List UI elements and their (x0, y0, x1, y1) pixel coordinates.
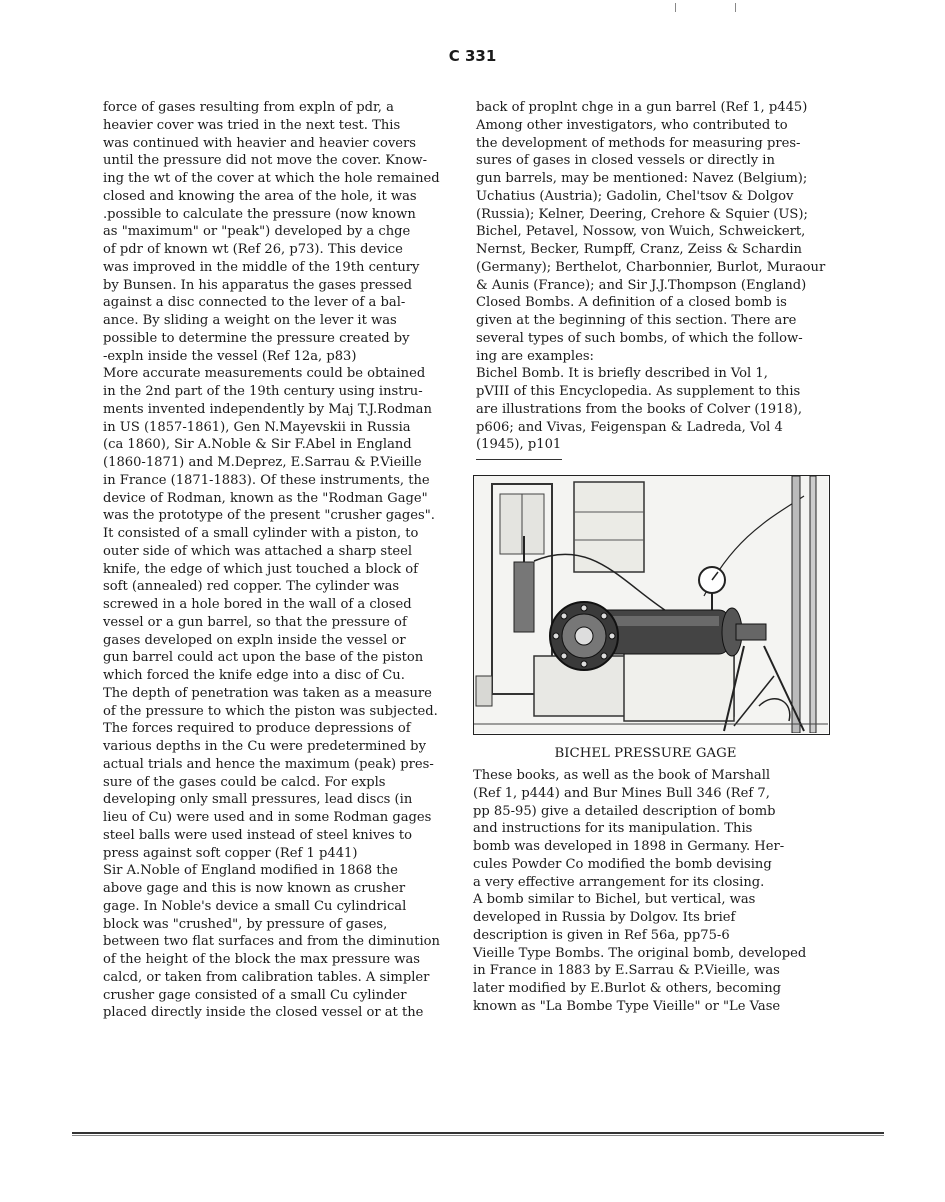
bichel-pressure-gage-figure (473, 475, 830, 735)
footer-rule-thin (72, 1135, 884, 1136)
text-line: in the 2nd part of the 19th century using instru- (103, 384, 423, 399)
text-line: ing the wt of the cover at which the hole remained (103, 171, 440, 186)
text-line: steel balls were used instead of steel knives to (103, 827, 412, 843)
text-line: The depth of penetration was taken as a measure (103, 685, 432, 701)
text-line: gun barrel could act upon the base of the piston (103, 650, 424, 666)
text-line: (Russia); Kelner, Deering, Crehore & Squier (US); (476, 206, 808, 222)
text-line: screwed in a hole bored in the wall of a closed (103, 597, 412, 612)
text-line: ments invented independently by Maj T.J.Rodman (103, 401, 432, 417)
text-line: closed and knowing the area of the hole, it was (103, 188, 417, 204)
text-line: and instructions for its manipulation. This (473, 821, 753, 837)
text-line: above gage and this is now known as crusher (103, 881, 406, 896)
left-column (103, 99, 443, 1022)
text-line: Closed Bombs. A definition of a closed bomb is (476, 295, 787, 311)
reference-underline (476, 459, 562, 460)
text-line: given at the beginning of this section. There are (476, 313, 797, 328)
text-line: & Aunis (France); and Sir J.J.Thompson (England) (476, 277, 807, 293)
right-column-bottom (473, 767, 818, 1016)
text-line: are illustrations from the books of Colver (1918), (476, 401, 803, 417)
text-line: pVIII of this Encyclopedia. As supplement to this (476, 384, 801, 399)
text-line: gun barrels, may be mentioned: Navez (Belgium); (476, 171, 808, 186)
right-column-top (476, 99, 826, 454)
scan-artifact (675, 3, 739, 13)
text-line: Uchatius (Austria); Gadolin, Chel'tsov & Dolgov (476, 188, 794, 204)
text-line: cules Powder Co modified the bomb devising (473, 856, 772, 872)
text-line: which forced the knife edge into a disc of Cu. (103, 668, 405, 683)
text-line: device of Rodman, known as the "Rodman Gage" (103, 490, 428, 506)
text-line: sures of gases in closed vessels or directly in (476, 153, 775, 169)
text-line: Sir A.Noble of England modified in 1868 the (103, 863, 398, 879)
text-line: ance. By sliding a weight on the lever it was (103, 313, 397, 328)
text-line: lieu of Cu) were used and in some Rodman gages (103, 810, 432, 825)
text-line: several types of such bombs, of which the follow- (476, 330, 803, 346)
text-line: The forces required to produce depressions of (103, 721, 411, 737)
text-line: the development of methods for measuring pres- (476, 135, 801, 151)
text-line: in France in 1883 by E.Sarrau & P.Vieille, was (473, 963, 780, 979)
text-line: These books, as well as the book of Marshall (473, 768, 771, 783)
text-line: developing only small pressures, lead discs (in (103, 792, 413, 808)
text-line: pp 85-95) give a detailed description of bomb (473, 803, 776, 819)
text-line: Bichel, Petavel, Nossow, von Wuich, Schweickert, (476, 224, 806, 240)
text-line: gage. In Noble's device a small Cu cylindrical (103, 898, 407, 914)
text-line: Among other investigators, who contributed to (476, 117, 788, 133)
text-line: known as "La Bombe Type Vieille" or "Le Vase (473, 998, 781, 1014)
text-line: a very effective arrangement for its closing. (473, 874, 765, 890)
text-line: gases developed on expln inside the vessel or (103, 632, 406, 648)
text-line: knife, the edge of which just touched a block of (103, 561, 419, 577)
text-line: It consisted of a small cylinder with a piston, to (103, 526, 419, 541)
page-number-header: C 331 (448, 47, 497, 65)
text-line: More accurate measurements could be obtained (103, 366, 426, 382)
text-line: Vieille Type Bombs. The original bomb, developed (473, 945, 807, 961)
text-line: (1945), p101 (476, 437, 562, 453)
text-line: Nernst, Becker, Rumpff, Cranz, Zeiss & Schardin (476, 242, 802, 257)
text-line: (Ref 1, p444) and Bur Mines Bull 346 (Ref 7, (473, 785, 770, 801)
text-line: A bomb similar to Bichel, but vertical, was (473, 892, 756, 908)
text-line: description is given in Ref 56a, pp75-6 (473, 927, 730, 943)
text-line: against a disc connected to the lever of a bal- (103, 295, 406, 311)
text-line: actual trials and hence the maximum (peak) pres- (103, 756, 434, 772)
text-line: placed directly inside the closed vessel or at the (103, 1005, 424, 1021)
text-line: Bichel Bomb. It is briefly described in Vol 1, (476, 366, 768, 382)
text-line: (ca 1860), Sir A.Noble & Sir F.Abel in England (103, 437, 412, 453)
text-line: block was "crushed", by pressure of gases, (103, 916, 388, 932)
text-line: developed in Russia by Dolgov. Its brief (473, 910, 736, 925)
text-line: of pdr of known wt (Ref 26, p73). This device (103, 242, 403, 257)
text-line: soft (annealed) red copper. The cylinder was (103, 579, 400, 595)
text-line: between two flat surfaces and from the diminution (103, 934, 440, 950)
text-line: various depths in the Cu were predetermined by (103, 739, 426, 754)
figure-caption: BICHEL PRESSURE GAGE (554, 746, 737, 761)
text-line: back of proplnt chge in a gun barrel (Ref 1, p445) (476, 100, 808, 115)
text-line: (1860-1871) and M.Deprez, E.Sarrau & P.Vieille (103, 455, 422, 470)
text-line: outer side of which was attached a sharp steel (103, 543, 413, 559)
text-line: in France (1871-1883). Of these instruments, the (103, 472, 430, 488)
text-line: .possible to calculate the pressure (now known (103, 206, 416, 222)
text-line: calcd, or taken from calibration tables. A simpler (103, 969, 430, 985)
text-line: possible to determine the pressure created by (103, 330, 410, 346)
text-line: heavier cover was tried in the next test. This (103, 117, 401, 133)
footer-rule (72, 1132, 884, 1134)
text-line: was continued with heavier and heavier covers (103, 135, 417, 151)
text-line: bomb was developed in 1898 in Germany. Her- (473, 839, 785, 854)
text-line: was improved in the middle of the 19th century (103, 259, 420, 275)
text-line: (Germany); Berthelot, Charbonnier, Burlot, Muraour (476, 259, 826, 275)
text-line: ing are examples: (476, 348, 594, 364)
bichel-gage-illustration (474, 476, 828, 733)
text-line: crusher gage consisted of a small Cu cylinder (103, 987, 407, 1003)
text-line: -expln inside the vessel (Ref 12a, p83) (103, 348, 357, 364)
text-line: press against soft copper (Ref 1 p441) (103, 845, 358, 861)
text-line: in US (1857-1861), Gen N.Mayevskii in Russia (103, 419, 411, 435)
text-line: was the prototype of the present "crusher gages". (103, 508, 435, 524)
text-line: until the pressure did not move the cover. Know- (103, 153, 428, 169)
text-line: force of gases resulting from expln of pdr, a (103, 100, 394, 115)
text-line: as "maximum" or "peak") developed by a chge (103, 224, 411, 240)
text-line: later modified by E.Burlot & others, becoming (473, 981, 782, 996)
text-line: p606; and Vivas, Feigenspan & Ladreda, Vol 4 (476, 419, 783, 435)
text-line: sure of the gases could be calcd. For expls (103, 774, 386, 790)
text-line: of the height of the block the max pressure was (103, 952, 421, 967)
text-line: by Bunsen. In his apparatus the gases pressed (103, 277, 413, 293)
text-line: of the pressure to which the piston was subjected. (103, 703, 438, 719)
text-line: vessel or a gun barrel, so that the pressure of (103, 614, 407, 630)
